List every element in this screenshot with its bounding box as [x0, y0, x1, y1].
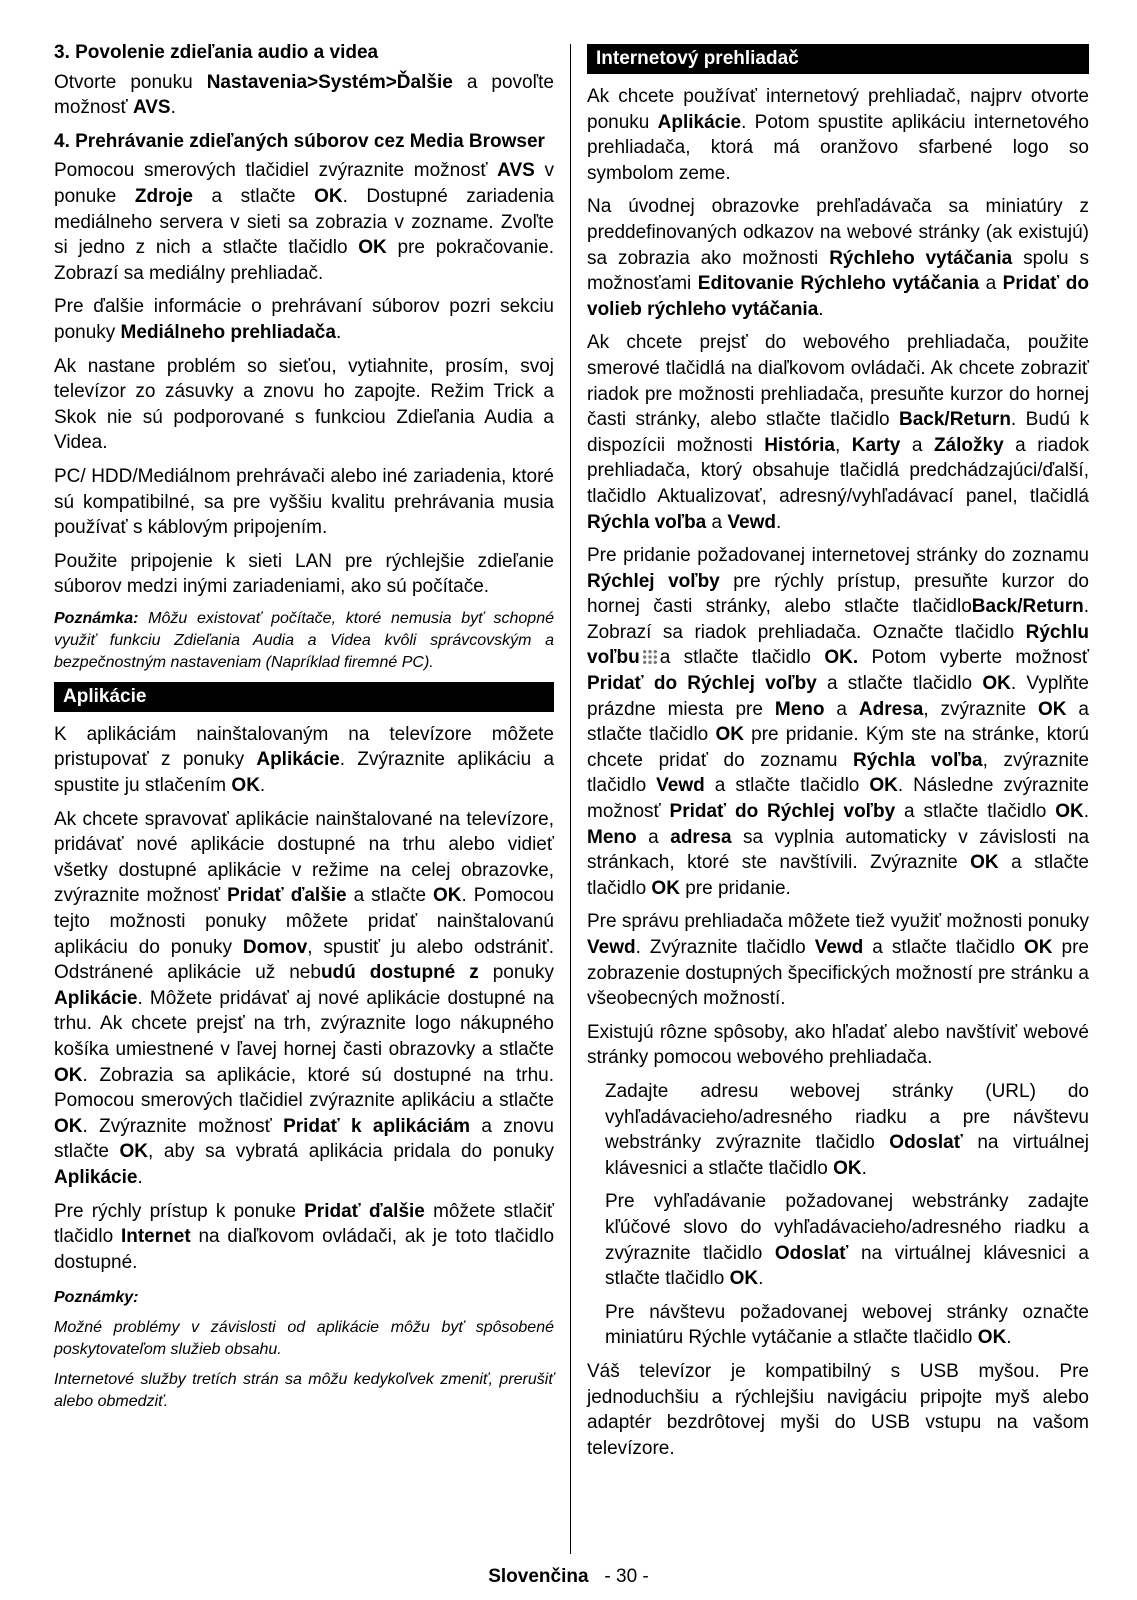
footer-language: Slovenčina — [488, 1566, 589, 1587]
indented-paragraph: Pre návštevu požadovanej webovej stránky označte miniatúru Rýchle vytáčanie a stlačte tlačidlo OK. — [605, 1301, 1089, 1349]
indented-paragraph: Zadajte adresu webovej stránky (URL) do vyhľadávacieho/adresného riadku a pre návštevu webstránky zvýraznite tlačidlo Odoslať na virtuálnej klávesnici a stlačte tlačidlo OK. — [605, 1080, 1089, 1179]
note: Možné problémy v závislosti od aplikácie môžu byť spôsobené poskytovateľom služieb obsahu. — [54, 1319, 554, 1359]
paragraph: Existujú rôzne spôsoby, ako hľadať alebo navštíviť webové stránky pomocou webového prehliadača. — [587, 1021, 1089, 1069]
note: Internetové služby tretích strán sa môžu kedykoľvek zmeniť, prerušiť alebo obmedziť. — [54, 1371, 554, 1411]
heading-avs-enable: 3. Povolenie zdieľania audio a videa — [54, 42, 379, 63]
paragraph: PC/ HDD/Mediálnom prehrávači alebo iné zariadenia, ktoré sú kompatibilné, sa pre vyššiu kvalitu prehrávania musia používať s káblovým pripojením. — [54, 465, 554, 539]
paragraph: K aplikáciám nainštalovaným na televízore môžete pristupovať z ponuky Aplikácie. Zvýraznite aplikáciu a spustite ju stlačením OK. — [54, 723, 555, 797]
paragraph: Pre ďalšie informácie o prehrávaní súborov pozri sekciu ponuky Mediálneho prehliadača. — [54, 296, 554, 343]
section-band-browser: Internetový prehliadač — [587, 44, 1089, 74]
note: Poznámka: Môžu existovať počítače, ktoré nemusia byť schopné využiť funkciu Zdieľania Audia a Videa kvôli správcovským a bezpečnostným nastaveniam (Napríklad firemné PC). — [54, 609, 554, 671]
column-divider — [570, 44, 571, 1554]
paragraph: Pomocou smerových tlačidiel zvýraznite možnosť AVS v ponuke Zdroje a stlačte OK. Dostupné zariadenia mediálneho servera v sieti sa zobrazia v zozname. Zvoľte si jedno z nich a stlačte tlačidlo OK pre pokračovanie. Zobrazí sa mediálny prehliadač. — [54, 160, 555, 284]
paragraph: Ak chcete spravovať aplikácie nainštalované na televízore, pridávať nové aplikácie dostupné na trhu alebo vidieť všetky dostupné aplikácie v režime na celej obrazovke, zvýraznite možnosť Pridať ďalšie a stlačte OK. Pomocou tejto možnosti ponuky môžete pridať nainštalovanú aplikáciu do ponuky Domov, spustiť ju alebo odstrániť. Odstránené aplikácie už nebudú dostupné z ponuky Aplikácie. Môžete pridávať aj nové aplikácie dostupné na trhu. Ak chcete prejsť na trh, zvýraznite logo nákupného košíka umiestnené v ľavej hornej časti obrazovky a stlačte OK. Zobrazia sa aplikácie, ktoré sú dostupné na trhu. Pomocou smerových tlačidiel zvýraznite aplikáciu a stlačte OK. Zvýraznite možnosť Pridať k aplikáciám a znovu stlačte OK, aby sa vybratá aplikácia pridala do ponuky Aplikácie. — [54, 808, 555, 1188]
paragraph: Ak chcete prejsť do webového prehliadača, použite smerové tlačidlá na diaľkovom ovládači. Ak chcete zobraziť riadok pre možnosti prehliadača, presuňte kurzor do hornej časti stránky, alebo stlačte tlačidlo Back/Return. Budú k dispozícii možnosti História, Karty a Záložky a riadok prehliadača, ktorý obsahuje tlačidlá predchádzajúci/ďalší, tlačidlo Aktualizovať, adresný/vyhľadávací panel, tlačidlá Rýchla voľba a Vewd. — [587, 332, 1090, 533]
paragraph: Ak chcete používať internetový prehliadač, najprv otvorte ponuku Aplikácie. Potom spustite aplikáciu internetového prehliadača, ktorá má oranžovo sfarbené logo so symbolom zeme. — [587, 86, 1089, 184]
indented-paragraph: Pre vyhľadávanie požadovanej webstránky zadajte kľúčové slovo do vyhľadávacieho/adresného riadku a zvýraznite tlačidlo Odoslať na virtuálnej klávesnici a stlačte tlačidlo OK. — [605, 1191, 1089, 1290]
notes-title: Poznámky: — [54, 1289, 139, 1307]
paragraph: Použite pripojenie k sieti LAN pre rýchlejšie zdieľanie súborov medzi inými zariadeniami, ako sú počítače. — [54, 550, 554, 598]
paragraph: Na úvodnej obrazovke prehľadávača sa miniatúry z preddefinovaných odkazov na webové stránky (ak existujú) sa zobrazia ako možnosti Rýchleho vytáčania spolu s možnosťami Editovanie Rýchleho vytáčania a Pridať do volieb rýchleho vytáčania. — [587, 196, 1090, 320]
speed-dial-grid-icon — [642, 649, 658, 665]
paragraph: Ak nastane problém so sieťou, vytiahnite, prosím, svoj televízor zo zásuvky a znovu ho zapojte. Režim Trick a Skok nie sú podporované s funkciou Zdieľania Audia a Videa. — [54, 355, 554, 454]
page-footer — [0, 1566, 1137, 1588]
paragraph: Otvorte ponuku Nastavenia>Systém>Ďalšie a povoľte možnosť AVS. — [54, 71, 554, 119]
left-column — [54, 40, 554, 1421]
paragraph: Váš televízor je kompatibilný s USB myšou. Pre jednoduchšiu a rýchlejšiu navigáciu pripojte myš alebo adaptér bezdrôtovej myši do USB vstupu na vašom televízore. — [587, 1360, 1089, 1459]
section-band-apps: Aplikácie — [54, 682, 554, 712]
paragraph: Pre správu prehliadača môžete tiež využiť možnosti ponuky Vewd. Zvýraznite tlačidlo Vewd a stlačte tlačidlo OK pre zobrazenie dostupných špecifických možností pre stránku a všeobecných možností. — [587, 911, 1089, 1010]
page-number: - 30 - — [604, 1566, 649, 1587]
paragraph: Pre rýchly prístup k ponuke Pridať ďalšie môžete stlačiť tlačidlo Internet na diaľkovom ovládači, ak je toto tlačidlo dostupné. — [54, 1200, 555, 1273]
right-column — [587, 40, 1089, 1469]
heading-media-browser: 4. Prehrávanie zdieľaných súborov cez Media Browser — [54, 130, 545, 152]
paragraph: Pre pridanie požadovanej internetovej stránky do zoznamu Rýchlej voľby pre rýchly prístup, presuňte kurzor do hornej časti stránky, alebo stlačte tlačidloBack/Return. Zobrazí sa riadok prehliadača. Označte tlačidlo Rýchlu voľbu a stlačte tlačidlo OK. Potom vyberte možnosť Pridať do Rýchlej voľby a stlačte tlačidlo OK. Vyplňte prázdne miesta pre Meno a Adresa, zvýraznite OK a stlačte tlačidlo OK pre pridanie. Kým ste na stránke, ktorú chcete pridať do zoznamu Rýchla voľba, zvýraznite tlačidlo Vewd a stlačte tlačidlo OK. Následne zvýraznite možnosť Pridať do Rýchlej voľby a stlačte tlačidlo OK. Meno a adresa sa vyplnia automaticky v závislosti na stránkach, ktoré ste navštívili. Zvýraznite OK a stlačte tlačidlo OK pre pridanie. — [587, 545, 1090, 899]
